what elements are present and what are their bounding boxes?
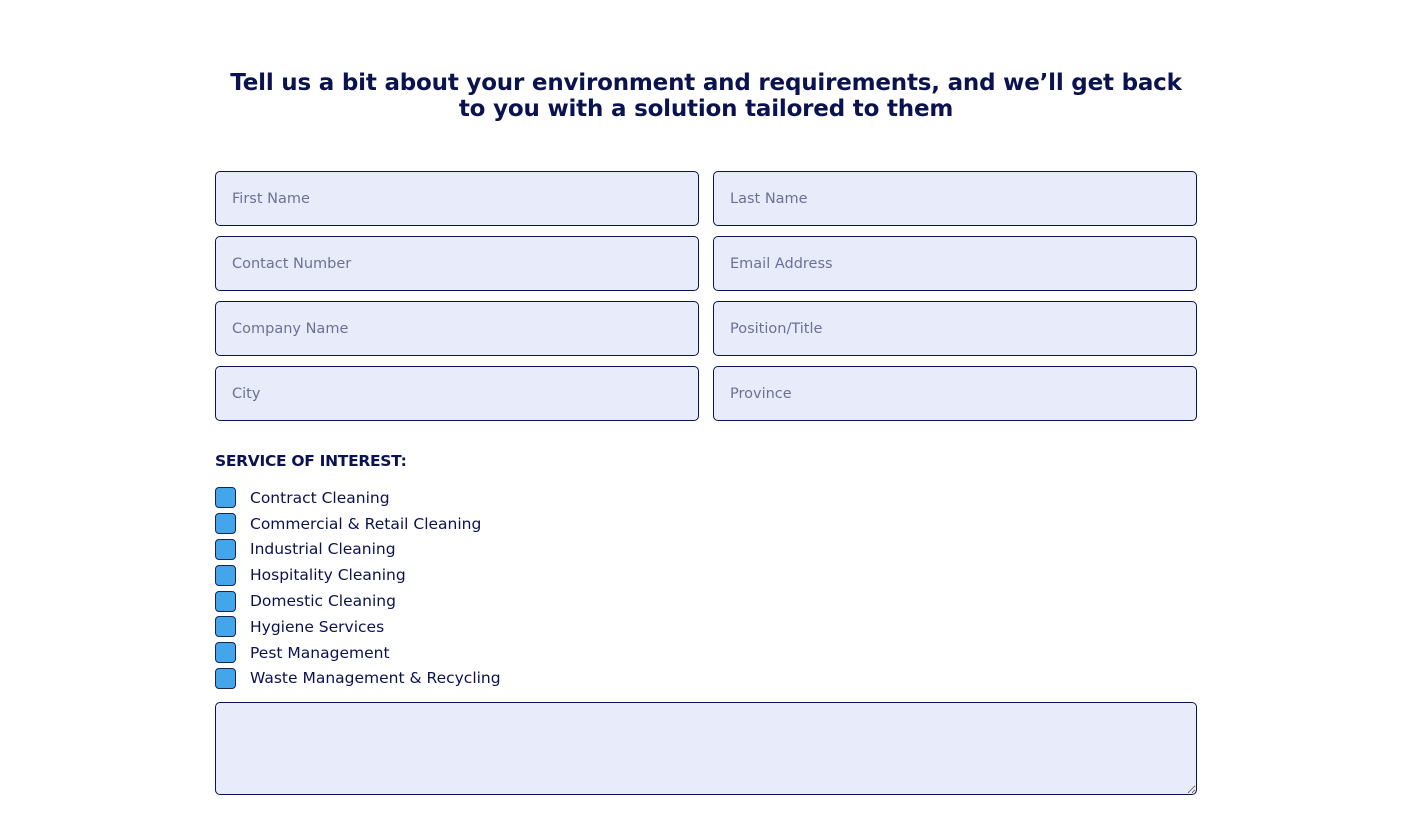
service-option-label[interactable]: Domestic Cleaning	[250, 592, 396, 611]
service-option[interactable]	[215, 614, 501, 640]
service-option[interactable]	[215, 537, 501, 563]
service-option-label[interactable]: Waste Management & Recycling	[250, 669, 501, 688]
service-option[interactable]	[215, 666, 501, 692]
service-option[interactable]	[215, 640, 501, 666]
service-option[interactable]	[215, 588, 501, 614]
position-title-input[interactable]	[713, 301, 1197, 356]
service-option[interactable]	[215, 511, 501, 537]
service-of-interest-label: SERVICE OF INTEREST:	[215, 452, 407, 470]
checkbox[interactable]	[215, 616, 236, 637]
last-name-input[interactable]	[713, 171, 1197, 226]
form-heading: Tell us a bit about your environment and requirements, and we’ll get back to you with a solution tailored to them	[230, 70, 1182, 122]
service-option-label[interactable]: Contract Cleaning	[250, 488, 390, 507]
service-option-label[interactable]: Pest Management	[250, 643, 390, 662]
message-textarea[interactable]	[215, 702, 1197, 795]
email-address-input[interactable]	[713, 236, 1197, 291]
service-checkbox-list	[215, 485, 501, 691]
checkbox[interactable]	[215, 591, 236, 612]
checkbox[interactable]	[215, 513, 236, 534]
checkbox[interactable]	[215, 565, 236, 586]
service-option[interactable]	[215, 485, 501, 511]
enquiry-form	[215, 171, 1197, 421]
checkbox[interactable]	[215, 668, 236, 689]
city-input[interactable]	[215, 366, 699, 421]
service-option-label[interactable]: Commercial & Retail Cleaning	[250, 514, 482, 533]
service-option-label[interactable]: Industrial Cleaning	[250, 540, 396, 559]
province-input[interactable]	[713, 366, 1197, 421]
checkbox[interactable]	[215, 539, 236, 560]
service-option-label[interactable]: Hygiene Services	[250, 617, 385, 636]
company-name-input[interactable]	[215, 301, 699, 356]
first-name-input[interactable]	[215, 171, 699, 226]
service-option[interactable]	[215, 562, 501, 588]
checkbox[interactable]	[215, 487, 236, 508]
contact-number-input[interactable]	[215, 236, 699, 291]
service-option-label[interactable]: Hospitality Cleaning	[250, 566, 406, 585]
checkbox[interactable]	[215, 642, 236, 663]
contact-fields-grid	[215, 171, 1197, 421]
